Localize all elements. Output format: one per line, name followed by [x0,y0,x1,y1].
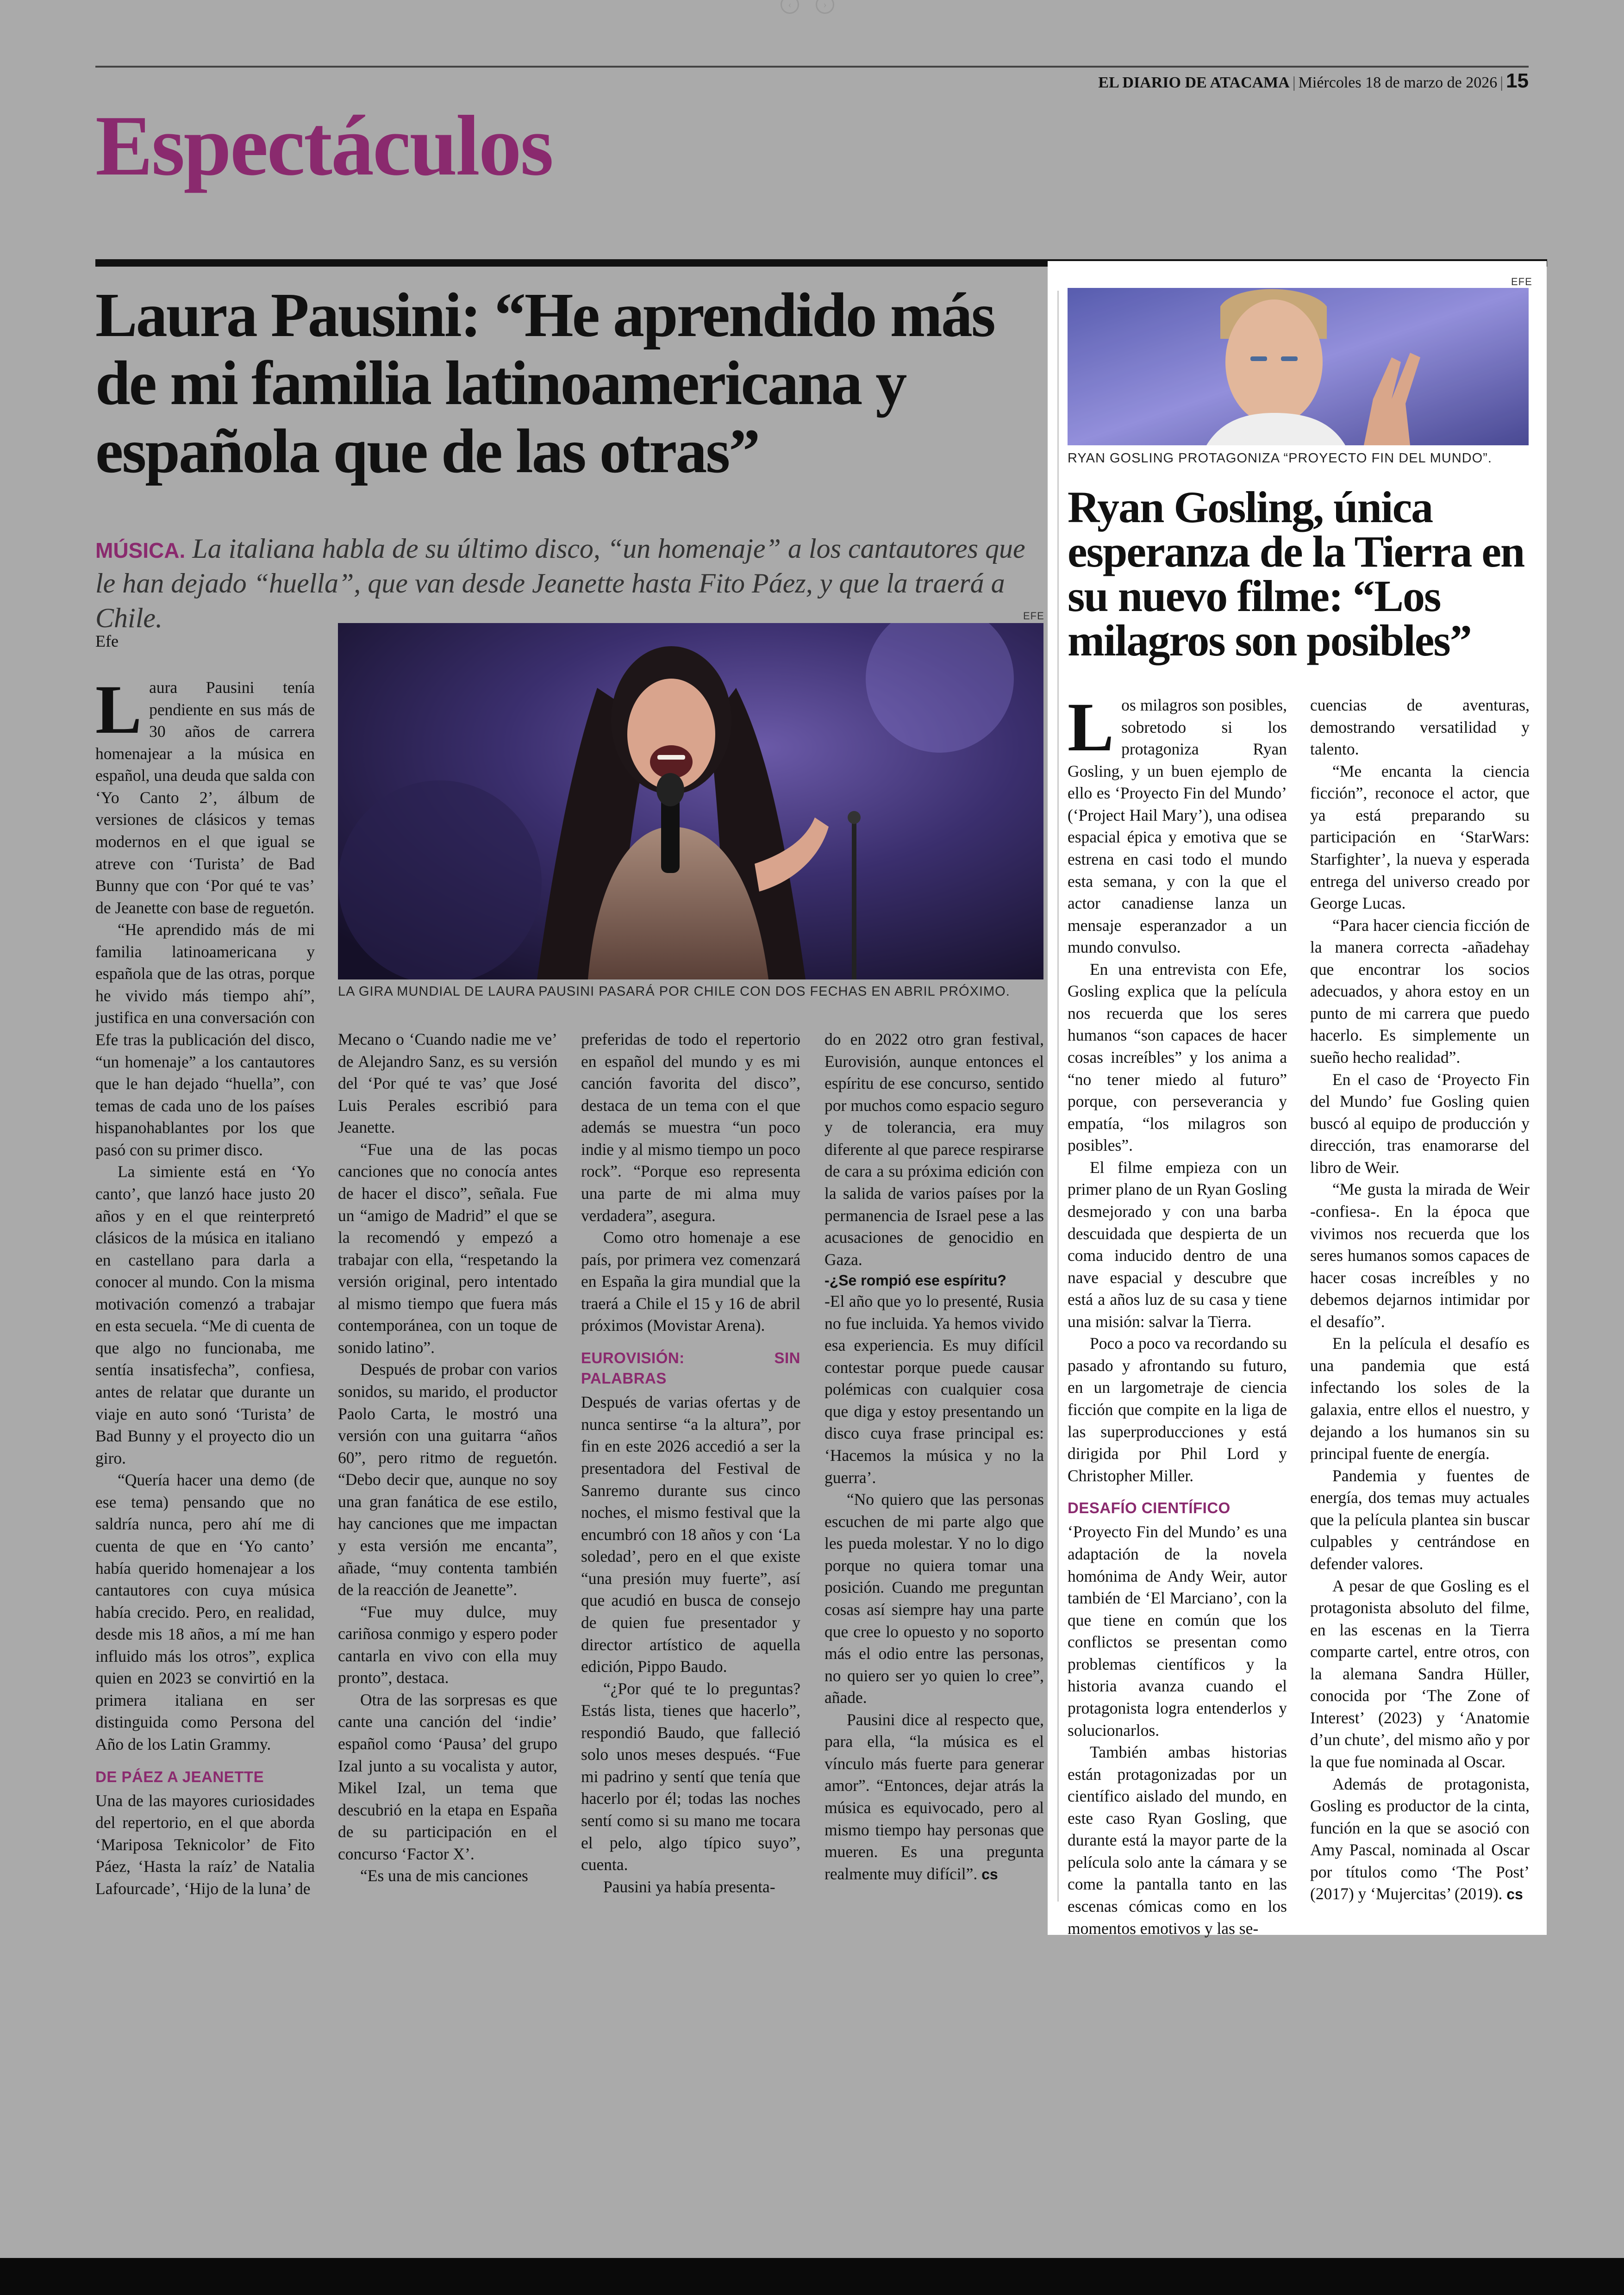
main-photo-credit: EFE [1023,610,1044,622]
paragraph: Otra de las sorpresas es que cante una canción del ‘indie’ español como ‘Pausa’ del grupo Izal junto a su vocalista y autor, Mikel Izal, un tema que descubrió en la etapa en España de su participación en el concurso ‘Factor X’. [338,1690,557,1863]
newspaper-name: EL DIARIO DE ATACAMA [1098,74,1290,91]
sidebar-rule [1057,291,1059,1902]
next-page-icon[interactable]: › [816,0,834,14]
main-dropcap: L [95,671,142,748]
prev-page-icon[interactable]: ‹ [781,0,799,14]
interview-question: -¿Se rompió ese espíritu? [824,1272,1006,1289]
page-number: 15 [1506,69,1529,92]
paragraph: Pausini ya había presenta- [603,1877,775,1896]
paragraph: do en 2022 otro gran festival, Eurovisión, aunque entonces el espíritu de ese concurso, sentido por muchos como espacio seguro y de tolerancia, era muy diferente al que parece respirarse de cara a su próxima edición con la salida de varios países por la permanencia de Israel pese a las acusaciones de genocidio en Gaza. [824,1030,1044,1269]
sidebar-photo-caption: RYAN GOSLING PROTAGONIZA “PROYECTO FIN DEL MUNDO”. [1068,451,1492,466]
paragraph: “Para hacer ciencia ficción de la manera correcta -añadehay que encontrar los socios adecuados, y ahora estoy en un punto de mi carrera que puedo hacerlo. Es simplemente un sueño hecho realidad”. [1310,916,1530,1066]
paragraph: cuencias de aventuras, demostrando versatilidad y talento. [1310,696,1530,759]
deck-text: La italiana habla de su último disco, “un homenaje” a los cantautores que le han dejado “huella”, que van desde Jeanette hasta Fito Páez, y que la traerá a Chile. [95,533,1025,633]
sidebar-headline: Ryan Gosling, única esperanza de la Tierra en su nuevo filme: “Los milagros son posibles” [1068,482,1524,665]
subheading: DE PÁEZ A JEANETTE [95,1768,264,1785]
paragraph: En el caso de ‘Proyecto Fin del Mundo’ fue Gosling quien buscó al equipo de producción y dirección, tras enamorarse del libro de Weir. [1310,1070,1530,1177]
subheading: DESAFÍO CIENTÍFICO [1068,1499,1230,1517]
paragraph: Como otro homenaje a ese país, por primera vez comenzará en España la gira mundial que la traerá a Chile el 15 y 16 de abril próximos (Movistar Arena). [581,1228,800,1335]
paragraph: A pesar de que Gosling es el protagonista absoluto del filme, en las escenas en la Tierra comparte cartel, entre otros, con la alemana Sandra Hüller, conocida por ‘The Zone of Interest’ (2023) y ‘Anatomie d’un chute’, del mismo año y por la que fue nominada al Oscar. [1310,1576,1530,1771]
ryan-gosling-photo [1068,288,1529,445]
publication-info: EL DIARIO DE ATACAMA | Miércoles 18 de marzo de 2026 | 15 [1098,69,1529,92]
sidebar-photo-credit: EFE [1511,276,1532,287]
subheading: EUROVISIÓN: SIN PALABRAS [581,1349,800,1387]
paragraph: “No quiero que las personas escuchen de mi parte algo que les pueda molestar. Y no lo digo porque no quiera tomar una posición. Cuando me preguntan cosas así siempre hay una parte que cree lo opuesto y no soporto más el odio entre las personas, no quiero ser yo quien lo cree”, añade. [824,1490,1044,1707]
paragraph: os milagros son posibles, sobretodo si los protagoniza Ryan Gosling, y un buen ejemplo de ello es ‘Proyecto Fin del Mundo’ (‘Project Hail Mary’), una odisea espacial épica y emotiva que se estrena en casi todo el mundo esta semana, y con la que el actor canadiense lanza un mensaje esperanzador a un mundo convulso. [1068,696,1287,957]
end-mark: cs [1506,1886,1523,1903]
main-deck [95,531,1049,636]
paragraph: También ambas historias están protagonizadas por un científico aislado del mundo, en este caso Ryan Gosling, que durante está la mayor parte de la película solo ante la cámara y se come la pantalla tanto en las escenas cómicas como en los momentos emotivos y las se- [1068,1743,1287,1938]
paragraph: “He aprendido más de mi familia latinoamericana y española que de las otras, porque he vivido más tiempo ahí”, justifica en una conversación con Efe tras la publicación del disco, “un homenaje” a los cantautores que le han dejado “huella”, con temas de cada uno de los países hispanohablantes por los que pasó con su primer disco. [95,920,315,1159]
paragraph: “Me encanta la ciencia ficción”, reconoce el actor, que ya está preparando su participación en ‘StarWars: Starfighter’, la nueva y esperada entrega del universo creado por George Lucas. [1310,761,1530,913]
issue-date: Miércoles 18 de marzo de 2026 [1298,74,1498,91]
page-nav [781,0,841,13]
paragraph: “Es una de mis canciones [360,1866,528,1885]
paragraph: Después de probar con varios sonidos, su marido, el productor Paolo Carta, le mostró una versión con una guitarra “años 60”, pero ritmo de reguetón. “Debo decir que, aunque no soy una gran fanática de ese estilo, hay canciones que me impactan y esta versión me encanta”, añade, “muy contenta también de la reacción de Jeanette”. [338,1360,557,1599]
main-photo-caption: LA GIRA MUNDIAL DE LAURA PAUSINI PASARÁ POR CHILE CON DOS FECHAS EN ABRIL PRÓXIMO. [338,984,1010,999]
paragraph: Mecano o ‘Cuando nadie me ve’ de Alejandro Sanz, es su versión del ‘Por qué te vas’ que José Luis Perales escribió para Jeanette. [338,1030,557,1137]
end-mark: cs [981,1865,998,1883]
paragraph: “Quería hacer una demo (de ese tema) pensando que no saldría nunca, pero ahí me di cuenta de que en ‘Yo canto’ había querido homenajear a los cantautores con cuya música había crecido. Pero, en realidad, desde mis 18 años, a mí me han influido más los otros”, explica quien en 2023 se convirtió en la primera italiana en ser distinguida como Persona del Año de los Latin Grammy. [95,1471,315,1753]
paragraph: Poco a poco va recordando su pasado y afrontando su futuro, en un largometraje de ciencia ficción que compite en la liga de las superproducciones y está dirigida por Phil Lord y Christopher Miller. [1068,1334,1287,1485]
paragraph: “¿Por qué te lo preguntas? Estás lista, tienes que hacerlo”, respondió Baudo, que falleció solo unos meses después. “Fue mi padrino y sentí que tenía que hacerlo por él; todas las noches sentí como si su mano me tocara el pelo, algo típico suyo”, cuenta. [581,1679,800,1874]
sidebar-photo [1068,288,1529,445]
paragraph: Una de las mayores curiosidades del repertorio, en el que aborda ‘Mariposa Teknicolor’ de Fito Páez, ‘Hasta la raíz’ de Natalia Lafourcade’, ‘Hijo de la luna’ de [95,1791,315,1898]
section-title: Espectáculos [95,98,552,193]
header-rule [95,66,1529,68]
paragraph: El filme empieza con un primer plano de un Ryan Gosling desmejorado y con una barba descuidada que despierta de un coma inducido dentro de una nave espacial y descubre que está a años luz de su casa y tiene una misión: salvar la Tierra. [1068,1158,1287,1331]
paragraph: En una entrevista con Efe, Gosling explica que la película nos recuerda que los seres humanos “son capaces de hacer cosas increíbles” y los anima a “no tener miedo al futuro” porque, con perseverancia y empatía, “los milagros son posibles”. [1068,960,1287,1155]
paragraph: Además de protagonista, Gosling es productor de la cinta, función en la que se asoció con Amy Pascal, nominada al Oscar por títulos como ‘The Post’ (2017) y ‘Mujercitas’ (2019). cs [1310,1774,1530,1903]
viewer-bottom-bar [0,2258,1624,2295]
paragraph: Pandemia y fuentes de energía, dos temas muy actuales que la película plantea sin buscar culpables y centrándose en defender valores. [1310,1466,1530,1573]
paragraph: Después de varias ofertas y de nunca sentirse “a la altura”, por fin en este 2026 accedió a ser la presentadora del Festival de Sanremo durante sus cinco noches, el mismo festival que la encumbró con 18 años y con ‘La soledad’, pero en el que existe “una presión muy fuerte”, así que acudió en busca de consejo de quien fue presentador y director artístico de aquella edición, Pippo Baudo. [581,1393,800,1676]
paragraph: “Fue muy dulce, muy cariñosa conmigo y espero poder cantarla en vivo con ella muy pronto”, destaca. [338,1602,557,1687]
paragraph: La simiente está en ‘Yo canto’, que lanzó hace justo 20 años y en el que reinterpretó clásicos de la música en italiano en castellano para darla a conocer al mundo. Con la misma motivación comenzó a trabajar en esta secuela. “Me di cuenta de que algo no funcionaba, me sentía insatisfecha”, confiesa, antes de relatar que durante un viaje en auto sonó ‘Turista’ de Bad Bunny y el proyecto dio un giro. [95,1162,315,1467]
paragraph: “Fue una de las pocas canciones que no conocía antes de hacer el disco”, señala. Fue un “amigo de Madrid” el que se la recomendó y empezó a trabajar con ella, “respetando la versión original, pero intentado al mismo tiempo que fuera más contemporánea, con un toque de sonido latino”. [338,1140,557,1357]
paragraph: aura Pausini tenía pendiente en sus más de 30 años de carrera homenajear a la música en español, una deuda que salda con ‘Yo Canto 2’, álbum de versiones de clásicos y temas modernos en el que igual se atreve con ‘Turista’ de Bad Bunny que con ‘Por qué te vas’ de Jeanette con base de reguetón. [95,678,315,917]
sidebar-dropcap: L [1068,689,1114,766]
main-body-col-2 [338,1029,557,1887]
paragraph: ‘Proyecto Fin del Mundo’ es una adaptación de la novela homónima de Andy Weir, autor también de ‘El Marciano’, con la que tiene en común que los conflictos se presentan como problemas científicos y la historia avanza cuando el protagonista logra entenderlos y solucionarlos. [1068,1522,1287,1740]
main-body-col-1 [95,671,315,1900]
paragraph: Pausini dice al respecto que, para ella, “la música es el vínculo más fuerte para generar amor”. “Entonces, dejar atrás la música es equivocado, pero al mismo tiempo hay personas que mueren. Es una pregunta realmente muy difícil”. cs [824,1710,1044,1883]
sidebar-body-col-2 [1310,694,1530,1905]
main-body-col-3 [581,1029,800,1898]
paragraph: -El año que yo lo presenté, Rusia no fue incluida. Ya hemos vivido esa experiencia. Es muy difícil contestar porque puede causar polémicas con cualquier cosa que diga y estoy presentando un disco cuya frase principal es: ‘Hacemos la música y no la guerra’. [824,1292,1044,1487]
main-body-col-4 [824,1029,1044,1885]
sidebar-body-col-1 [1068,689,1287,1940]
main-headline: Laura Pausini: “He aprendido más de mi familia latinoamericana y española que de las otras” [95,281,994,486]
paragraph: En la película el desafío es una pandemia que está infectando los soles de la galaxia, entre ellos el nuestro, y dejando a los humanos sin su principal fuente de energía. [1310,1334,1530,1463]
paragraph: preferidas de todo el repertorio en español del mundo y es mi canción favorita del disco”, destaca de un tema con el que además se muestra “un poco indie y al mismo tiempo un poco rock”. “Porque eso representa una parte de mi alma muy verdadera”, asegura. [581,1030,800,1225]
main-photo [338,623,1043,979]
laura-pausini-photo [338,623,1043,979]
paragraph: “Me gusta la mirada de Weir -confiesa-. En la época que vivimos nos recuerda que los seres humanos somos capaces de hacer cosas increíbles y no debemos dejarnos intimidar por el desafío”. [1310,1180,1530,1331]
deck-kicker: MÚSICA. [95,538,186,562]
byline: Efe [95,632,119,650]
